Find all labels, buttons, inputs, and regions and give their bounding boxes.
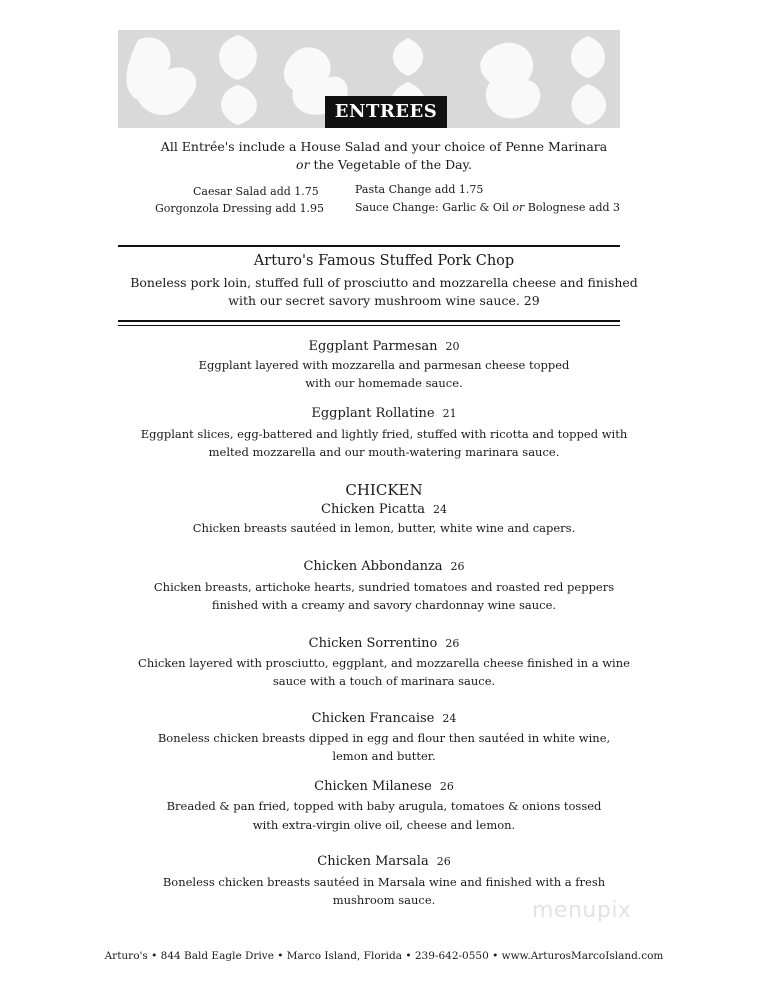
item-desc: Chicken breasts sautéed in lemon, butter, white wine and capers. [192,521,576,535]
menu-item-title [0,711,768,726]
intro-line-2-text: the Vegetable of the Day. [313,157,472,172]
item-desc: Eggplant slices, egg-battered and lightly fried, stuffed with ricotta and topped with [140,427,628,441]
item-desc: mushroom sauce. [332,893,436,907]
item-price: 26 [445,637,460,650]
item-price: 26 [436,855,451,868]
item-price: 21 [442,407,457,420]
addon-pasta-change: Pasta Change add 1.75 [355,183,484,196]
item-desc: lemon and butter. [332,749,436,763]
menu-item-title [0,779,768,794]
divider-double-1 [118,320,620,322]
item-desc: with extra-virgin olive oil, cheese and lemon. [252,818,516,832]
item-price: 26 [450,560,465,573]
feature-desc-1: Boneless pork loin, stuffed full of prosciutto and mozzarella cheese and finished [130,275,638,290]
intro-line-2 [0,157,768,172]
item-price: 24 [432,503,447,516]
item-price: 26 [439,780,454,793]
divider-top [118,245,620,247]
item-name: Chicken Marsala [317,854,429,869]
intro-line-1: All Entrée's include a House Salad and your choice of Penne Marinara [160,139,608,154]
addon-caesar: Caesar Salad add 1.75 [193,185,319,198]
menu-item-title [0,636,768,651]
item-desc: melted mozzarella and our mouth-watering marinara sauce. [208,445,560,459]
section-badge: ENTREES [325,96,447,128]
intro-or: or [296,157,310,172]
item-name: Eggplant Parmesan [308,339,438,354]
item-name: Chicken Milanese [314,779,432,794]
item-desc: sauce with a touch of marinara sauce. [272,674,496,688]
item-desc: Boneless chicken breasts sautéed in Marsala wine and finished with a fresh [162,875,606,889]
addon-sauce-or: or [512,201,525,214]
feature-desc-2: with our secret savory mushroom wine sauce. 29 [228,293,540,308]
addon-sauce-a: Sauce Change: Garlic & Oil [355,201,509,214]
item-name: Chicken Picatta [321,502,425,517]
addon-sauce-b: Bolognese add 3 [527,201,621,214]
section-heading-chicken: CHICKEN [345,481,423,499]
item-name: Eggplant Rollatine [311,406,435,421]
item-name: Chicken Abbondanza [303,559,443,574]
feature-name: Arturo's Famous Stuffed Pork Chop [253,253,515,269]
menu-item-title [0,339,768,354]
item-desc: Chicken layered with prosciutto, eggplant, and mozzarella cheese finished in a wine [138,656,630,670]
item-desc: Chicken breasts, artichoke hearts, sundried tomatoes and roasted red peppers [153,580,615,594]
divider-double-2 [118,325,620,326]
addon-gorgonzola: Gorgonzola Dressing add 1.95 [155,202,325,215]
menu-item-title [0,854,768,869]
menu-item-title [0,559,768,574]
item-desc: with our homemade sauce. [305,376,463,390]
addon-sauce-change [355,201,620,214]
item-desc: finished with a creamy and savory chardonnay wine sauce. [211,598,557,612]
menu-item-title [0,406,768,421]
item-desc: Boneless chicken breasts dipped in egg and flour then sautéed in white wine, [157,731,611,745]
item-desc: Eggplant layered with mozzarella and parmesan cheese topped [198,358,570,372]
item-name: Chicken Sorrentino [308,636,438,651]
item-price: 24 [442,712,457,725]
item-price: 20 [445,340,460,353]
footer-contact: Arturo's • 844 Bald Eagle Drive • Marco Island, Florida • 239-642-0550 • www.ArturosMarcoIsland.com [104,950,664,962]
item-desc: Breaded & pan fried, topped with baby arugula, tomatoes & onions tossed [166,799,602,813]
item-name: Chicken Francaise [311,711,435,726]
menu-item-title [0,502,768,517]
watermark: menupix [532,898,632,923]
